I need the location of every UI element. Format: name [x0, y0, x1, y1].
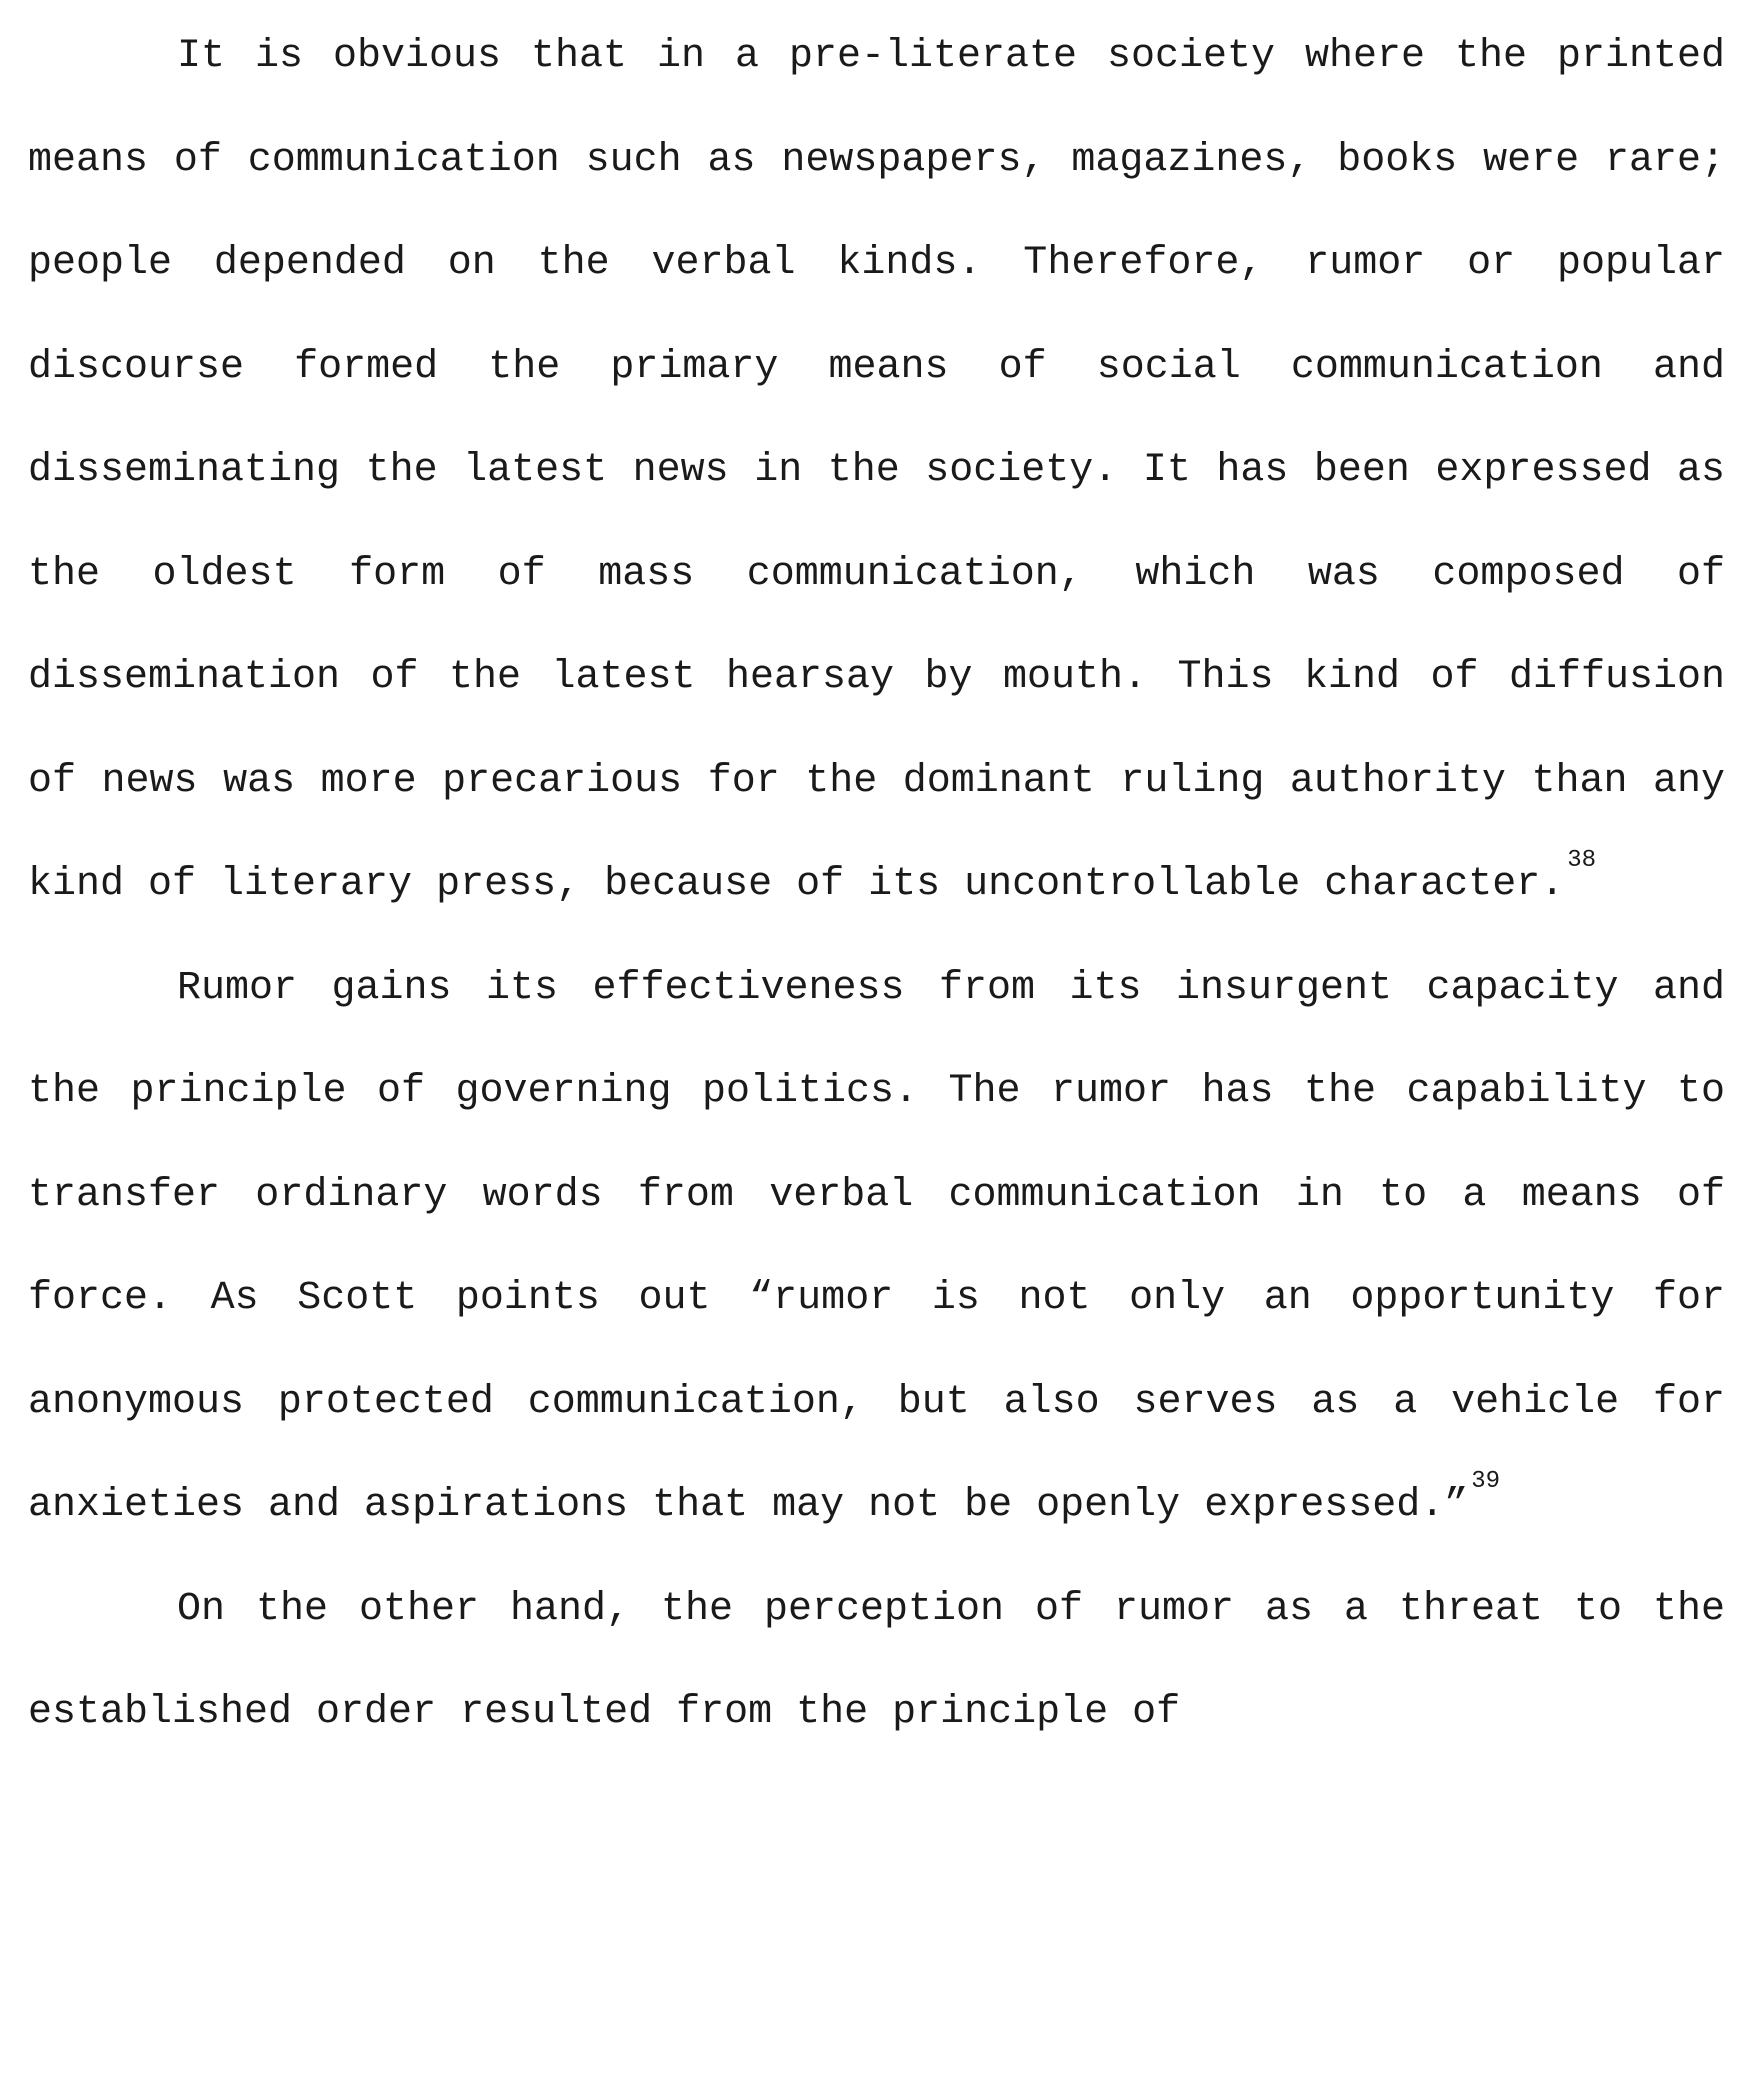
paragraph-2	[28, 937, 1725, 1558]
footnote-marker[interactable]: 39	[1471, 1468, 1501, 1495]
paragraph-text: Rumor gains its effectiveness from its insurgent capacity and the principle of governing politics. The rumor has the capability to transfer ordinary words from verbal communication in to a means of force. As Scott points out “rumor is not only an opportunity for anonymous protected communication, but also serves as a vehicle for anxieties and aspirations that may not be openly expressed.”	[28, 965, 1725, 1528]
paragraph-text: On the other hand, the perception of rumor as a threat to the established order resulted from the principle of	[28, 1586, 1725, 1735]
document-page	[28, 0, 1725, 1765]
paragraph-text: It is obvious that in a pre-literate society where the printed means of communication such as newspapers, magazines, books were rare; people depended on the verbal kinds. Therefore, rumor or popular discourse formed the primary means of social communication and disseminating the latest news in the society. It has been expressed as the oldest form of mass communication, which was composed of dissemination of the latest hearsay by mouth. This kind of diffusion of news was more precarious for the dominant ruling authority than any kind of literary press, because of its uncontrollable character.	[28, 34, 1725, 907]
paragraph-3	[28, 1558, 1725, 1765]
paragraph-1	[28, 5, 1725, 937]
footnote-marker[interactable]: 38	[1567, 847, 1597, 874]
